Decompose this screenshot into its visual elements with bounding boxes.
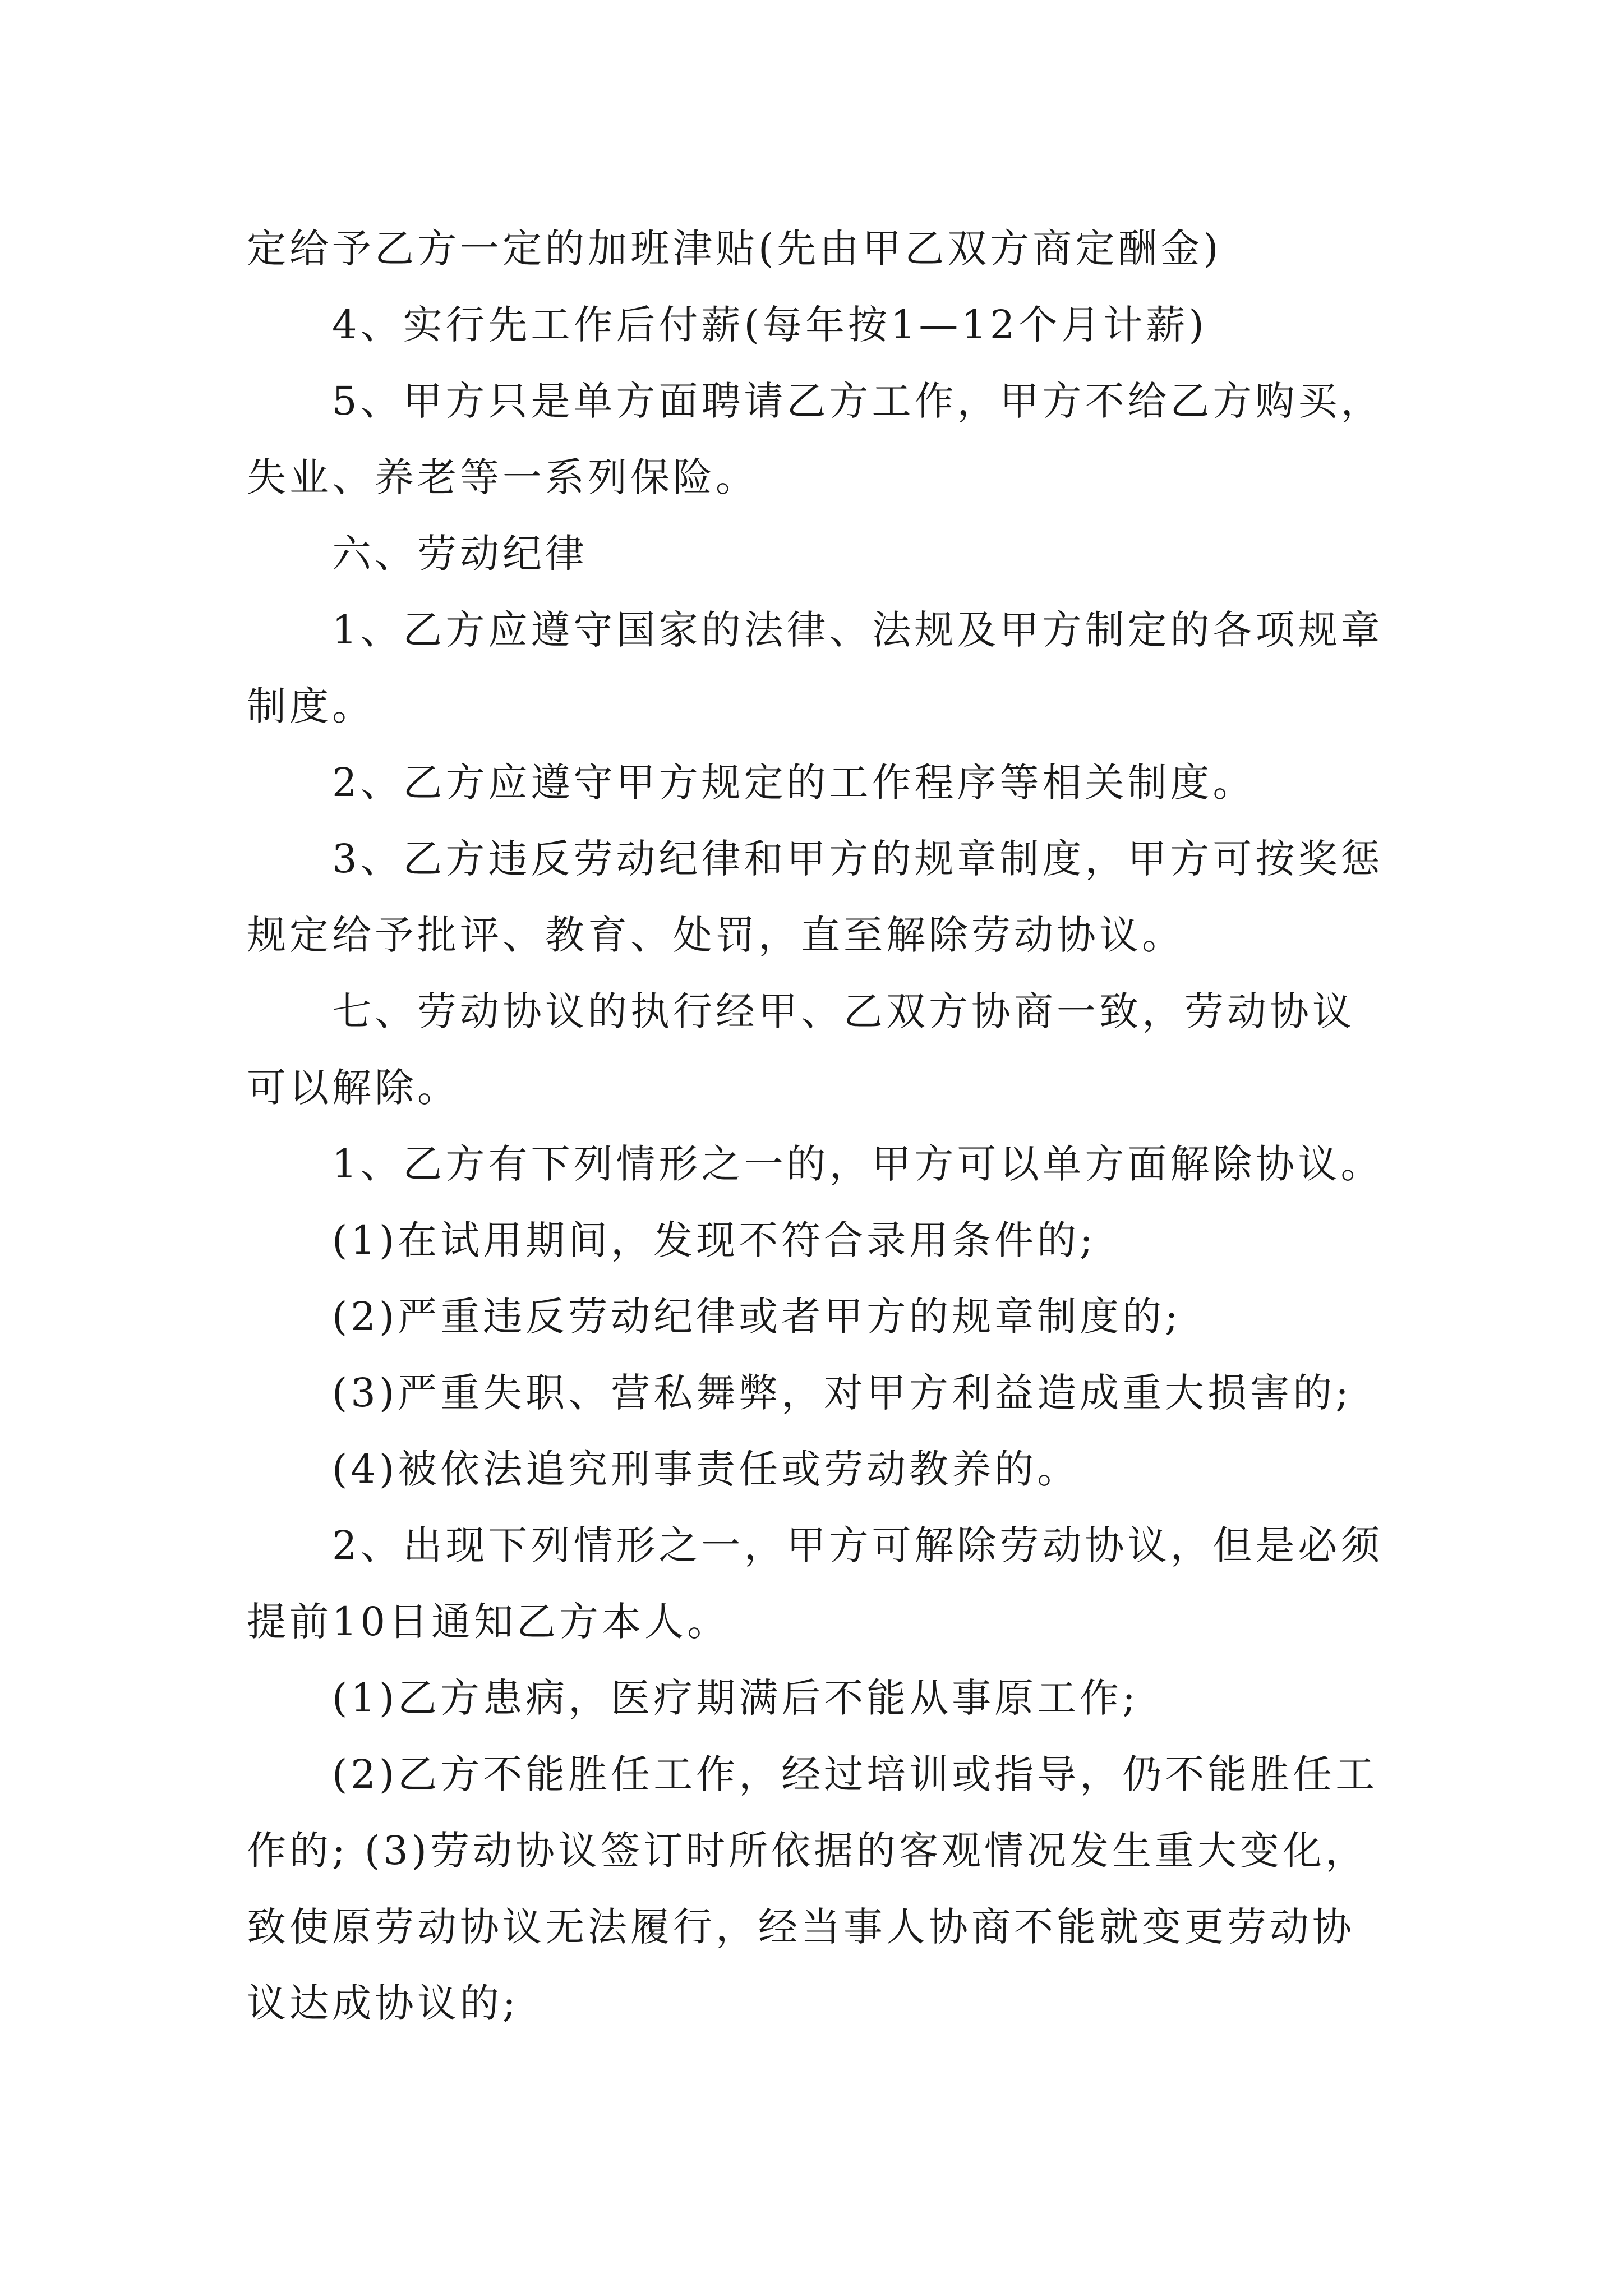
paragraph: 2、出现下列情形之一，甲方可解除劳动协议，但是必须提前10日通知乙方本人。 <box>247 1522 1384 1645</box>
paragraph: 3、乙方违反劳动纪律和甲方的规章制度，甲方可按奖惩规定给予批评、教育、处罚，直至解除劳动协议。 <box>247 836 1384 958</box>
section-heading: 七、劳动协议的执行经甲、乙双方协商一致，劳动协议可以解除。 <box>247 988 1355 1111</box>
section-heading: 六、劳动纪律 <box>332 531 588 577</box>
list-item: (2)乙方不能胜任工作，经过培训或指导，仍不能胜任工作的; (3)劳动协议签订时所依据的客观情况发生重大变化，致使原劳动协议无法履行，经当事人协商不能就变更劳动协议达成协议的; <box>247 1751 1378 2026</box>
paragraph: 1、乙方有下列情形之一的，甲方可以单方面解除协议。 <box>332 1141 1384 1187</box>
list-item: (2)严重违反劳动纪律或者甲方的规章制度的; <box>332 1294 1182 1340</box>
paragraph: 定给予乙方一定的加班津贴(先由甲乙双方商定酬金) <box>247 226 1222 272</box>
list-item: (3)严重失职、营私舞弊，对甲方利益造成重大损害的; <box>332 1370 1352 1416</box>
document-body <box>247 210 1396 2041</box>
list-item: (4)被依法追究刑事责任或劳动教养的。 <box>332 1446 1080 1492</box>
list-item: (1)乙方患病，医疗期满后不能从事原工作; <box>332 1675 1139 1721</box>
paragraph: 5、甲方只是单方面聘请乙方工作，甲方不给乙方购买，失业、养老等一系列保险。 <box>247 378 1384 500</box>
paragraph: 1、乙方应遵守国家的法律、法规及甲方制定的各项规章制度。 <box>247 607 1384 729</box>
list-item: (1)在试用期间，发现不符合录用条件的; <box>332 1217 1096 1263</box>
paragraph: 2、乙方应遵守甲方规定的工作程序等相关制度。 <box>332 760 1256 806</box>
paragraph: 4、实行先工作后付薪(每年按1—12个月计薪) <box>332 302 1207 348</box>
